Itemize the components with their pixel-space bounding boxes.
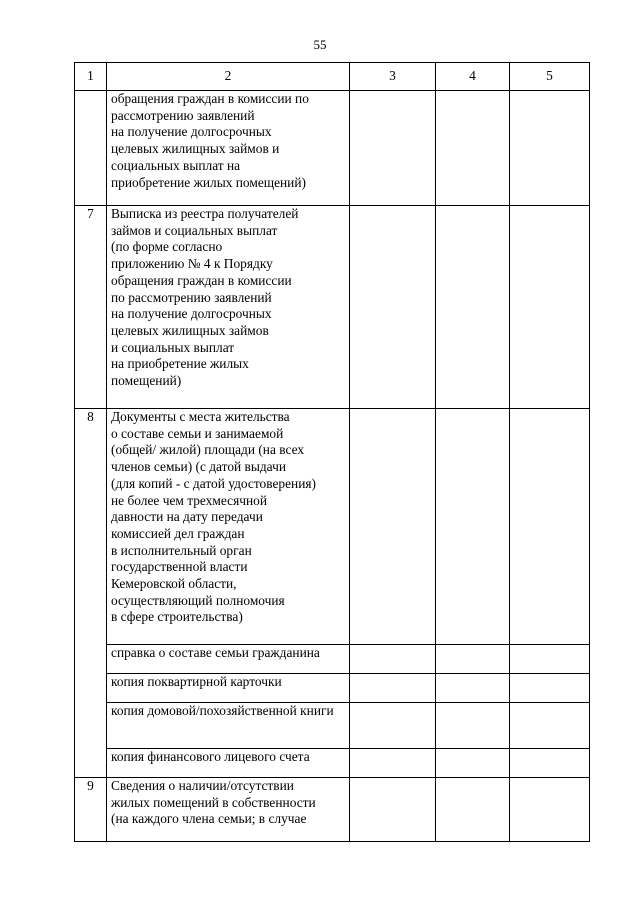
row-description: Сведения о наличии/отсутствии жилых помещений в собственности (на каждого члена семьи; в случае — [107, 778, 350, 842]
table-subrow — [75, 645, 590, 674]
empty-cell — [350, 206, 436, 409]
subitem-description: копия финансового лицевого счета — [107, 749, 350, 778]
row-number — [75, 91, 107, 206]
row-number: 7 — [75, 206, 107, 409]
empty-cell — [510, 409, 590, 645]
empty-cell — [436, 206, 510, 409]
empty-cell — [436, 91, 510, 206]
empty-cell — [350, 703, 436, 749]
empty-cell — [436, 409, 510, 645]
document-table — [74, 62, 590, 842]
empty-cell — [510, 749, 590, 778]
table-subrow — [75, 703, 590, 749]
subitem-description: справка о составе семьи гражданина — [107, 645, 350, 674]
empty-cell — [436, 778, 510, 842]
table-row — [75, 778, 590, 842]
empty-cell — [436, 749, 510, 778]
empty-cell — [510, 206, 590, 409]
row-description: Выписка из реестра получателей займов и социальных выплат (по форме согласно приложению № 4 к Порядку обращения граждан в комиссии по рассмотрению заявлений на получение долгосрочных целевых жилищных займов и социальных выплат на приобретение жилых помещений) — [107, 206, 350, 409]
empty-cell — [350, 778, 436, 842]
column-header: 3 — [350, 63, 436, 91]
table-row — [75, 409, 590, 645]
empty-cell — [350, 409, 436, 645]
empty-cell — [510, 674, 590, 703]
row-description: Документы с места жительства о составе семьи и занимаемой (общей/ жилой) площади (на всех членов семьи) (с датой выдачи (для копий - с датой удостоверения) не более чем трехмесячной давности на дату передачи комиссией дел граждан в исполнительный орган государственной власти Кемеровской области, осуществляющий полномочия в сфере строительства) — [107, 409, 350, 645]
row-description: обращения граждан в комиссии по рассмотрению заявлений на получение долгосрочных целевых жилищных займов и социальных выплат на приобретение жилых помещений) — [107, 91, 350, 206]
empty-cell — [350, 91, 436, 206]
empty-cell — [436, 674, 510, 703]
empty-cell — [350, 749, 436, 778]
column-header: 4 — [436, 63, 510, 91]
empty-cell — [510, 645, 590, 674]
table-row — [75, 91, 590, 206]
column-header: 5 — [510, 63, 590, 91]
empty-cell — [510, 703, 590, 749]
table-subrow — [75, 749, 590, 778]
column-header: 1 — [75, 63, 107, 91]
empty-cell — [510, 91, 590, 206]
page-number: 55 — [313, 37, 327, 52]
empty-cell — [350, 645, 436, 674]
empty-cell — [436, 645, 510, 674]
table-header-row — [75, 63, 590, 91]
table-row — [75, 206, 590, 409]
empty-cell — [510, 778, 590, 842]
empty-cell — [350, 674, 436, 703]
subitem-description: копия домовой/похозяйственной книги — [107, 703, 350, 749]
column-header: 2 — [107, 63, 350, 91]
subitem-description: копия поквартирной карточки — [107, 674, 350, 703]
row-number: 8 — [75, 409, 107, 778]
table-subrow — [75, 674, 590, 703]
empty-cell — [436, 703, 510, 749]
row-number: 9 — [75, 778, 107, 842]
